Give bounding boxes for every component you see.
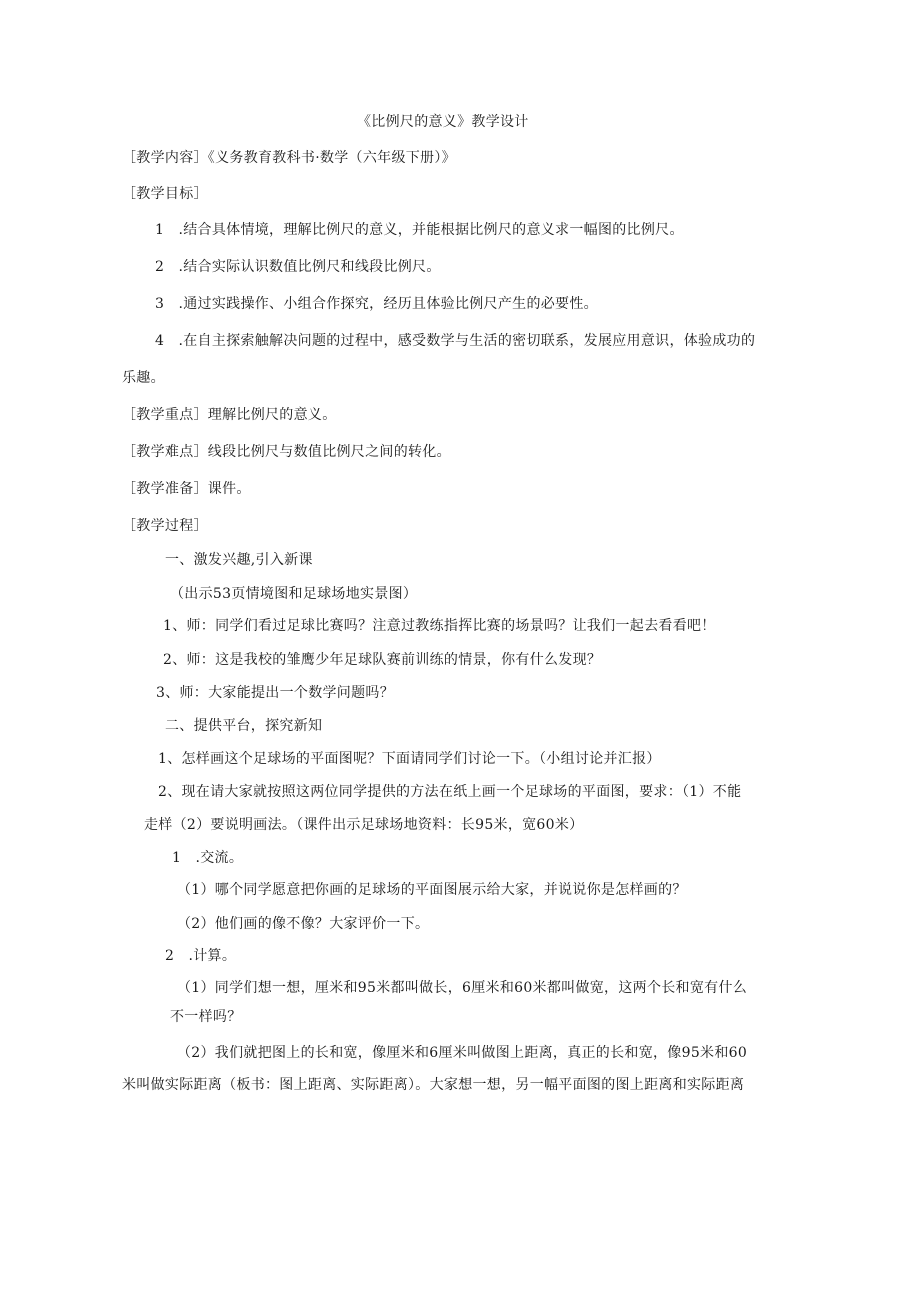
process-line: 1、怎样画这个足球场的平面图呢？下面请同学们讨论一下。（小组讨论并汇报） — [158, 751, 661, 767]
objectives-heading: ［教学目标］ — [122, 186, 208, 202]
process-section-heading: 二、提供平台，探究新知 — [165, 718, 323, 734]
process-subheading: 1 .交流。 — [172, 850, 244, 866]
process-line: 2、师：这是我校的雏鹰少年足球队赛前训练的情景，你有什么发现？ — [163, 652, 602, 668]
process-line: （2）我们就把图上的长和宽，像厘米和6厘米叫做图上距离，真正的长和宽，像95米和60 — [177, 1045, 748, 1061]
objective-item: 4 .在自主探索触解决问题的过程中，感受数学与生活的密切联系，发展应用意识，体验成功的 — [155, 333, 756, 349]
document-title: 《比例尺的意义》教学设计 — [357, 114, 529, 130]
objective-item: 1 .结合具体情境，理解比例尺的意义，并能根据比例尺的意义求一幅图的比例尺。 — [155, 222, 684, 238]
process-line: 3、师：大家能提出一个数学问题吗？ — [156, 685, 395, 701]
process-line: （出示53页情境图和足球场地实景图） — [170, 586, 418, 602]
process-line-continuation: 不一样吗？ — [170, 1009, 242, 1025]
objective-item-continuation: 乐趣。 — [122, 370, 165, 386]
key-point: ［教学重点］理解比例尺的意义。 — [122, 407, 337, 423]
process-line: （1）同学们想一想，厘米和95米都叫做长，6厘米和60米都叫做宽，这两个长和宽有什么 — [177, 980, 748, 996]
process-line: 1、师：同学们看过足球比赛吗？注意过教练指挥比赛的场景吗？让我们一起去看看吧！ — [163, 618, 716, 634]
objective-item: 2 .结合实际认识数值比例尺和线段比例尺。 — [155, 259, 441, 275]
preparation: ［教学准备］课件。 — [122, 481, 251, 497]
process-heading: ［教学过程］ — [122, 518, 208, 534]
process-line-continuation: 米叫做实际距离（板书：图上距离、实际距离）。大家想一想，另一幅平面图的图上距离和实际距离 — [122, 1077, 745, 1093]
difficulty: ［教学难点］线段比例尺与数值比例尺之间的转化。 — [122, 444, 451, 460]
process-section-heading: 一、激发兴趣,引入新课 — [165, 552, 313, 568]
process-line: （1）哪个同学愿意把你画的足球场的平面图展示给大家，并说说你是怎样画的？ — [177, 882, 687, 898]
process-line-continuation: 走样（2）要说明画法。（课件出示足球场地资料：长95米，宽60米） — [144, 817, 584, 833]
process-line: （2）他们画的像不像？大家评价一下。 — [177, 916, 430, 932]
teaching-content: ［教学内容］《义务教育教科书·数学（六年级下册）》 — [122, 150, 456, 166]
process-line: 2、现在请大家就按照这两位同学提供的方法在纸上画一个足球场的平面图，要求：（1）不能 — [158, 784, 742, 800]
process-subheading: 2 .计算。 — [165, 948, 237, 964]
objective-item: 3 .通过实践操作、小组合作探究，经历且体验比例尺产生的必要性。 — [155, 296, 598, 312]
